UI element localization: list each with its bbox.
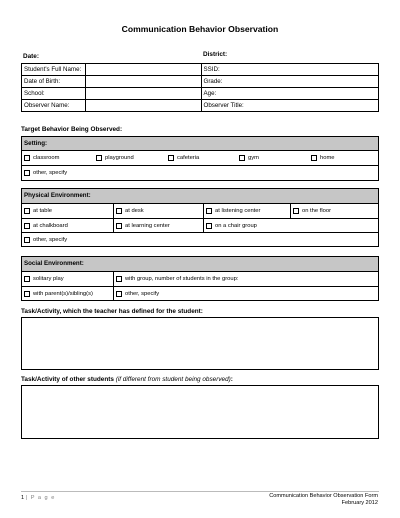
checkbox[interactable]	[116, 208, 122, 214]
checkbox[interactable]	[116, 223, 122, 229]
setting-option-playground[interactable]: playground	[94, 151, 166, 165]
observer-title-field[interactable]: Observer Title:	[201, 100, 379, 112]
checkbox[interactable]	[24, 208, 30, 214]
physical-header: Physical Environment:	[22, 189, 378, 204]
page-number: 1 | P a g e	[21, 495, 56, 501]
setting-option-gym[interactable]: gym	[237, 151, 309, 165]
task-other-textbox[interactable]	[21, 385, 379, 439]
task-other-note: (if different from student being observed)	[115, 376, 231, 383]
page-title: Communication Behavior Observation	[121, 24, 279, 34]
checkbox[interactable]	[24, 237, 30, 243]
checkbox[interactable]	[24, 276, 30, 282]
observer-name-field[interactable]	[86, 100, 201, 112]
physical-environment-section	[21, 188, 379, 247]
checkbox[interactable]	[293, 208, 299, 214]
student-name-field[interactable]	[86, 64, 201, 76]
checkbox[interactable]	[168, 155, 174, 161]
checkbox[interactable]	[116, 291, 122, 297]
physical-option-floor[interactable]: on the floor	[290, 204, 378, 218]
footer-date: February 2012	[341, 500, 378, 506]
school-label: School:	[22, 88, 86, 100]
physical-option-chair-group[interactable]: on a chair group	[203, 219, 378, 232]
footer-form-info	[269, 493, 378, 507]
social-header: Social Environment:	[22, 257, 378, 272]
setting-other-row	[22, 166, 378, 180]
date-district-row	[21, 51, 379, 63]
social-environment-section	[21, 256, 379, 301]
setting-option-cafeteria[interactable]: cafeteria	[166, 151, 237, 165]
physical-row-2	[22, 219, 378, 233]
dob-label: Date of Birth:	[22, 76, 86, 88]
task-teacher-heading: Task/Activity, which the teacher has defined for the student:	[21, 308, 203, 315]
age-field[interactable]: Age:	[201, 88, 379, 100]
physical-option-listening-center[interactable]: at listening center	[203, 204, 290, 218]
ssid-field[interactable]: SSID:	[201, 64, 379, 76]
physical-option-desk[interactable]: at desk	[113, 204, 203, 218]
setting-header: Setting:	[22, 137, 378, 151]
setting-section	[21, 136, 379, 181]
physical-other-row	[22, 233, 378, 247]
setting-option-other[interactable]: other, specify	[22, 166, 378, 180]
physical-option-table[interactable]: at table	[22, 204, 113, 218]
district-label: District:	[203, 51, 228, 58]
social-option-solitary[interactable]: solitary play	[22, 272, 113, 286]
setting-option-classroom[interactable]: classroom	[22, 151, 94, 165]
social-option-group[interactable]: with group, number of students in the group:	[113, 272, 378, 286]
physical-option-other[interactable]: other, specify	[22, 233, 378, 247]
student-info-table	[21, 63, 379, 112]
target-behavior-heading: Target Behavior Being Observed:	[21, 126, 123, 133]
setting-options-row	[22, 151, 378, 166]
checkbox[interactable]	[206, 223, 212, 229]
social-option-parent-sibling[interactable]: with parent(s)/sibling(s)	[22, 287, 113, 301]
checkbox[interactable]	[24, 170, 30, 176]
checkbox[interactable]	[96, 155, 102, 161]
footer-divider	[21, 491, 379, 492]
date-label: Date:	[23, 53, 39, 60]
observer-name-label: Observer Name:	[22, 100, 86, 112]
task-teacher-textbox[interactable]	[21, 317, 379, 370]
social-row-1	[22, 272, 378, 287]
task-other-heading: Task/Activity of other students (if different from student being observed):	[21, 376, 233, 383]
student-name-label: Student's Full Name:	[22, 64, 86, 76]
checkbox[interactable]	[206, 208, 212, 214]
checkbox[interactable]	[116, 276, 122, 282]
setting-option-home[interactable]: home	[309, 151, 379, 165]
social-row-2	[22, 287, 378, 301]
checkbox[interactable]	[24, 155, 30, 161]
physical-row-1	[22, 204, 378, 219]
checkbox[interactable]	[24, 291, 30, 297]
physical-option-chalkboard[interactable]: at chalkboard	[22, 219, 113, 232]
school-field[interactable]	[86, 88, 201, 100]
physical-option-learning-center[interactable]: at learning center	[113, 219, 203, 232]
grade-field[interactable]: Grade:	[201, 76, 379, 88]
dob-field[interactable]	[86, 76, 201, 88]
checkbox[interactable]	[311, 155, 317, 161]
social-option-other[interactable]: other, specify	[113, 287, 378, 301]
footer-form-name: Communication Behavior Observation Form	[269, 493, 378, 499]
checkbox[interactable]	[24, 223, 30, 229]
checkbox[interactable]	[239, 155, 245, 161]
